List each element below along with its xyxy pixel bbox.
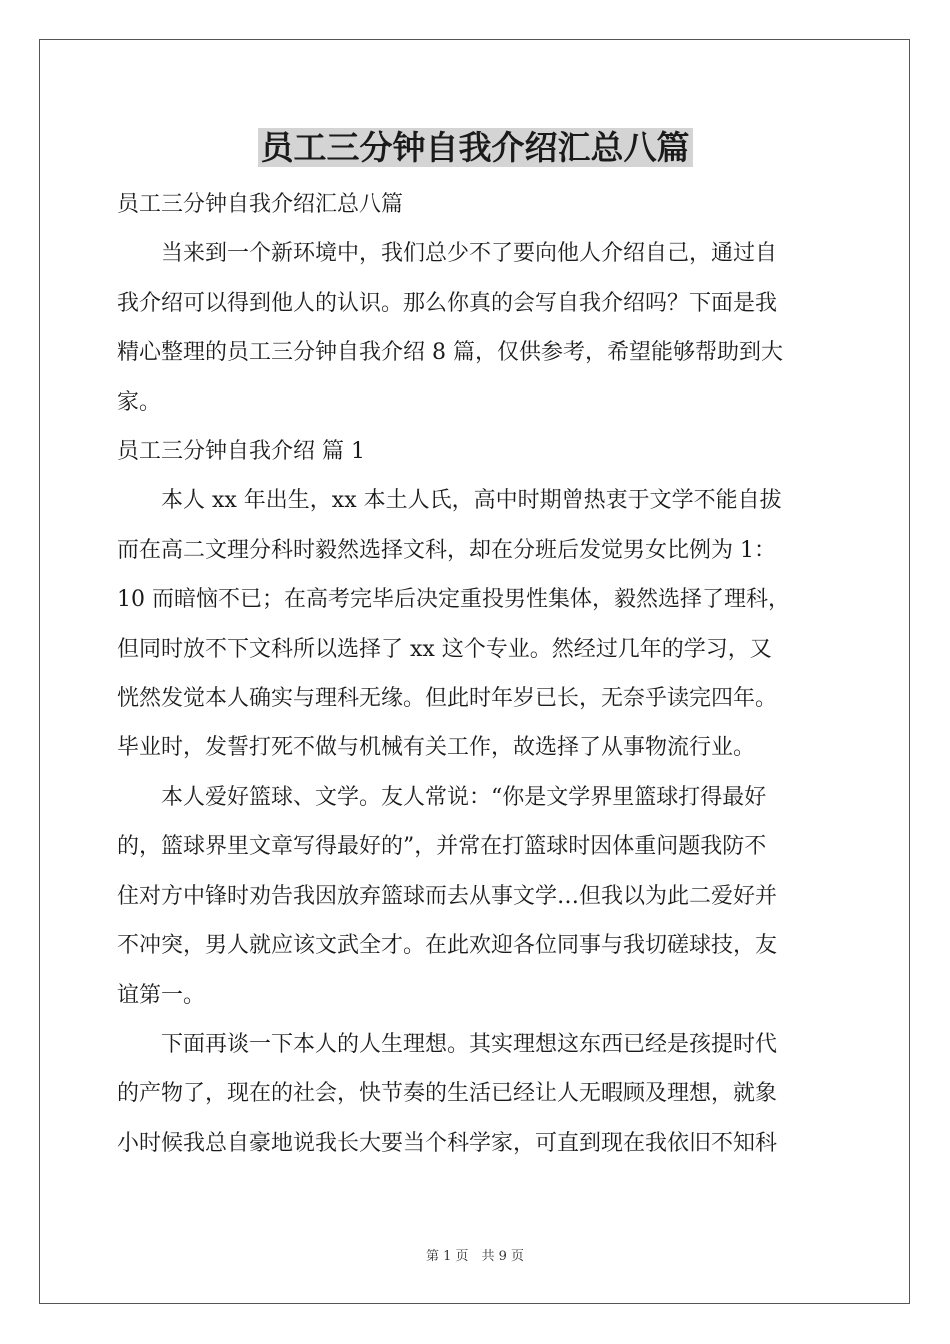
body-line: 的产物了，现在的社会，快节奏的生活已经让人无暇顾及理想，就象 bbox=[117, 1081, 778, 1107]
body-line: 下面再谈一下本人的人生理想。其实理想这东西已经是孩提时代 bbox=[117, 1031, 778, 1057]
body-line: 我介绍可以得到他人的认识。那么你真的会写自我介绍吗？下面是我 bbox=[117, 290, 778, 316]
body-line: 恍然发觉本人确实与理科无缘。但此时年岁已长，无奈乎读完四年。 bbox=[117, 686, 778, 712]
document-body bbox=[117, 180, 835, 1168]
body-line: 但同时放不下文科所以选择了 xx 这个专业。然经过几年的学习，又 bbox=[117, 636, 772, 662]
page-footer: 第 1 页 共 9 页 bbox=[425, 1249, 525, 1264]
body-line: 本人爱好篮球、文学。友人常说：“你是文学界里篮球打得最好 bbox=[117, 784, 767, 810]
body-line: 住对方中锋时劝告我因放弃篮球而去从事文学…但我以为此二爱好并 bbox=[117, 883, 778, 909]
body-line: 家。 bbox=[117, 389, 162, 415]
body-line: 本人 xx 年出生，xx 本土人氏，高中时期曾热衷于文学不能自拔 bbox=[117, 488, 782, 514]
body-line: 不冲突，男人就应该文武全才。在此欢迎各位同事与我切磋球技，友 bbox=[117, 933, 778, 959]
body-line: 当来到一个新环境中，我们总少不了要向他人介绍自己，通过自 bbox=[117, 241, 778, 267]
body-line: 而在高二文理分科时毅然选择文科，却在分班后发觉男女比例为 1： bbox=[117, 537, 776, 563]
body-line: 谊第一。 bbox=[117, 982, 206, 1008]
section-heading: 员工三分钟自我介绍 篇 1 bbox=[117, 439, 365, 465]
body-line: 精心整理的员工三分钟自我介绍 8 篇，仅供参考，希望能够帮助到大 bbox=[117, 340, 783, 366]
body-line: 小时候我总自豪地说我长大要当个科学家，可直到现在我依旧不知科 bbox=[117, 1130, 778, 1156]
body-line: 毕业时，发誓打死不做与机械有关工作，故选择了从事物流行业。 bbox=[117, 735, 756, 761]
body-line: 10 而暗恼不已；在高考完毕后决定重投男性集体，毅然选择了理科， bbox=[117, 587, 790, 613]
body-line: 员工三分钟自我介绍汇总八篇 bbox=[117, 192, 404, 217]
body-line: 的，篮球界里文章写得最好的”，并常在打篮球时因体重问题我防不 bbox=[117, 834, 767, 860]
document-title bbox=[0, 126, 950, 170]
document-title-text: 员工三分钟自我介绍汇总八篇 bbox=[258, 128, 693, 167]
